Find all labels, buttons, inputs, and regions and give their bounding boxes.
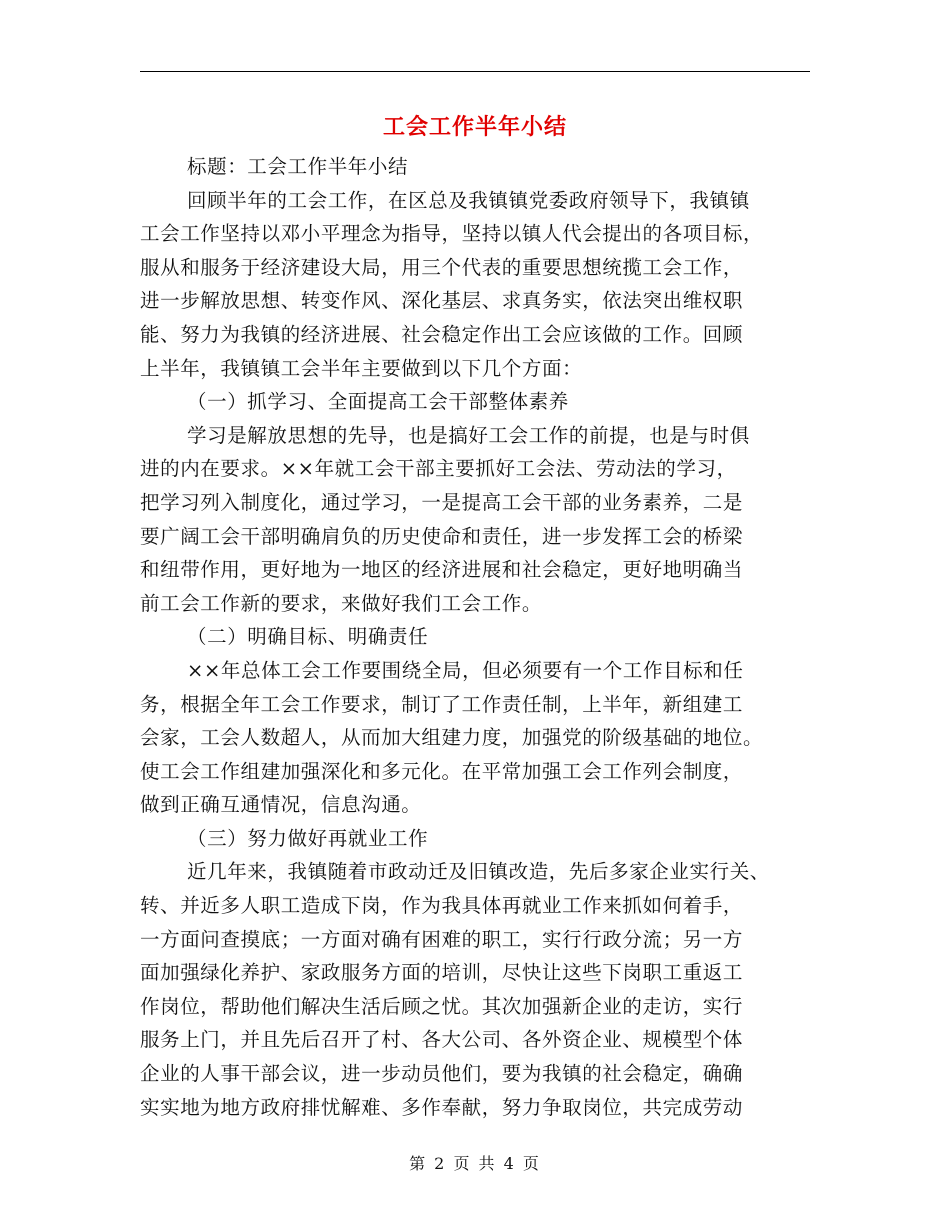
text-line: 使工会工作组建加强深化和多元化。在平常加强工会工作列会制度， <box>140 759 744 783</box>
text-line: 做到正确互通情况，信息沟通。 <box>140 793 422 817</box>
text-line: 进一步解放思想、转变作风、深化基层、求真务实，依法突出维权职 <box>140 289 744 313</box>
text-line: 能、努力为我镇的经济进展、社会稳定作出工会应该做的工作。回顾 <box>140 322 744 346</box>
text-line: （三）努力做好再就业工作 <box>187 826 429 850</box>
text-line: 要广阔工会干部明确肩负的历史使命和责任，进一步发挥工会的桥梁 <box>140 524 744 548</box>
text-line: 会家，工会人数超人，从而加大组建力度，加强党的阶级基础的地位。 <box>140 726 764 750</box>
text-line: 学习是解放思想的先导，也是搞好工会工作的前提，也是与时俱 <box>187 423 750 447</box>
text-line: 前工会工作新的要求，来做好我们工会工作。 <box>140 591 543 615</box>
text-line: ××年总体工会工作要围绕全局，但必须要有一个工作目标和任 <box>187 658 744 682</box>
document-title: 工会工作半年小结 <box>382 114 567 140</box>
text-line: 进的内在要求。××年就工会干部主要抓好工会法、劳动法的学习， <box>140 457 737 481</box>
text-line: 上半年，我镇镇工会半年主要做到以下几个方面： <box>140 356 583 380</box>
document-body <box>140 150 820 1124</box>
text-line: 近几年来，我镇随着市政动迁及旧镇改造，先后多家企业实行关、 <box>187 860 770 884</box>
text-line: 标题：工会工作半年小结 <box>187 155 409 178</box>
text-line: 回顾半年的工会工作，在区总及我镇镇党委政府领导下，我镇镇 <box>187 188 750 212</box>
header-rule <box>140 71 810 72</box>
text-line: 实实地为地方政府排忧解难、多作奉献，努力争取岗位，共完成劳动 <box>140 1095 744 1119</box>
text-line: 面加强绿化养护、家政服务方面的培训，尽快让这些下岗职工重返工 <box>140 961 744 985</box>
text-line: （二）明确目标、明确责任 <box>187 625 429 649</box>
text-line: 和纽带作用，更好地为一地区的经济进展和社会稳定，更好地明确当 <box>140 558 744 582</box>
text-line: 作岗位，帮助他们解决生活后顾之忧。其次加强新企业的走访，实行 <box>140 994 744 1018</box>
text-line: 把学习列入制度化，通过学习，一是提高工会干部的业务素养，二是 <box>140 490 744 514</box>
page-number: 第 2 页 共 4 页 <box>409 1154 541 1173</box>
text-line: 企业的人事干部会议，进一步动员他们，要为我镇的社会稳定，确确 <box>140 1062 744 1086</box>
text-line: 服从和服务于经济建设大局，用三个代表的重要思想统揽工会工作， <box>140 255 744 279</box>
text-line: 务，根据全年工会工作要求，制订了工作责任制，上半年，新组建工 <box>140 692 744 716</box>
text-line: 服务上门，并且先后召开了村、各大公司、各外资企业、规模型个体 <box>140 1028 744 1052</box>
text-line: 一方面问查摸底；一方面对确有困难的职工，实行行政分流；另一方 <box>140 927 744 951</box>
text-line: 工会工作坚持以邓小平理念为指导，坚持以镇人代会提出的各项目标， <box>140 222 764 246</box>
text-line: 转、并近多人职工造成下岗，作为我具体再就业工作来抓如何着手， <box>140 894 744 918</box>
text-line: （一）抓学习、全面提高工会干部整体素养 <box>187 390 569 414</box>
